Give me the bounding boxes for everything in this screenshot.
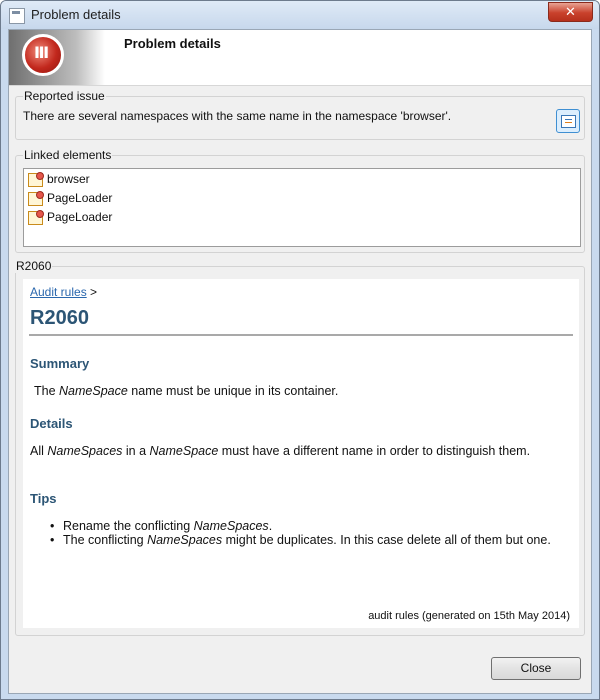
tip-item: • The conflicting NameSpaces might be duplicates. In this case delete all of them but one. — [63, 533, 563, 548]
title-divider — [29, 334, 573, 336]
window-icon — [9, 8, 25, 24]
audit-logo-icon — [22, 34, 64, 76]
namespace-icon — [28, 192, 43, 206]
window-title: Problem details — [31, 7, 121, 22]
close-button[interactable]: Close — [491, 657, 581, 680]
namespace-icon — [28, 211, 43, 225]
logo-area — [9, 30, 105, 85]
title-bar — [1, 1, 599, 29]
summary-text: The NameSpace name must be unique in its container. — [34, 384, 339, 398]
generated-footer: audit rules (generated on 15th May 2014) — [368, 610, 570, 622]
tip-item: • Rename the conflicting NameSpaces. — [63, 519, 563, 534]
header-banner — [9, 30, 591, 86]
issue-text: There are several namespaces with the same name in the namespace 'browser'. — [23, 109, 452, 123]
linked-elements-list — [23, 168, 581, 247]
breadcrumb — [30, 285, 97, 299]
goto-element-button[interactable] — [556, 109, 580, 133]
tips-heading: Tips — [30, 491, 57, 506]
window-close-button[interactable]: ✕ — [548, 2, 593, 22]
list-item-label: PageLoader — [47, 210, 113, 224]
goto-element-icon — [561, 115, 576, 128]
rule-documentation — [23, 279, 579, 628]
reported-issue-label: Reported issue — [24, 89, 105, 103]
namespace-icon — [28, 173, 43, 187]
breadcrumb-separator: > — [90, 285, 98, 299]
banner-title: Problem details — [124, 36, 221, 51]
details-text: All NameSpaces in a NameSpace must have a different name in order to distinguish them. — [30, 444, 531, 458]
rule-title: R2060 — [30, 307, 89, 329]
list-item-label: browser — [47, 172, 90, 186]
rule-group-label: R2060 — [16, 259, 52, 273]
dialog-body — [8, 29, 592, 694]
summary-heading: Summary — [30, 356, 90, 371]
linked-elements-label: Linked elements — [24, 148, 112, 162]
details-heading: Details — [30, 416, 73, 431]
audit-rules-link[interactable]: Audit rules — [30, 285, 87, 299]
list-item-label: PageLoader — [47, 191, 113, 205]
